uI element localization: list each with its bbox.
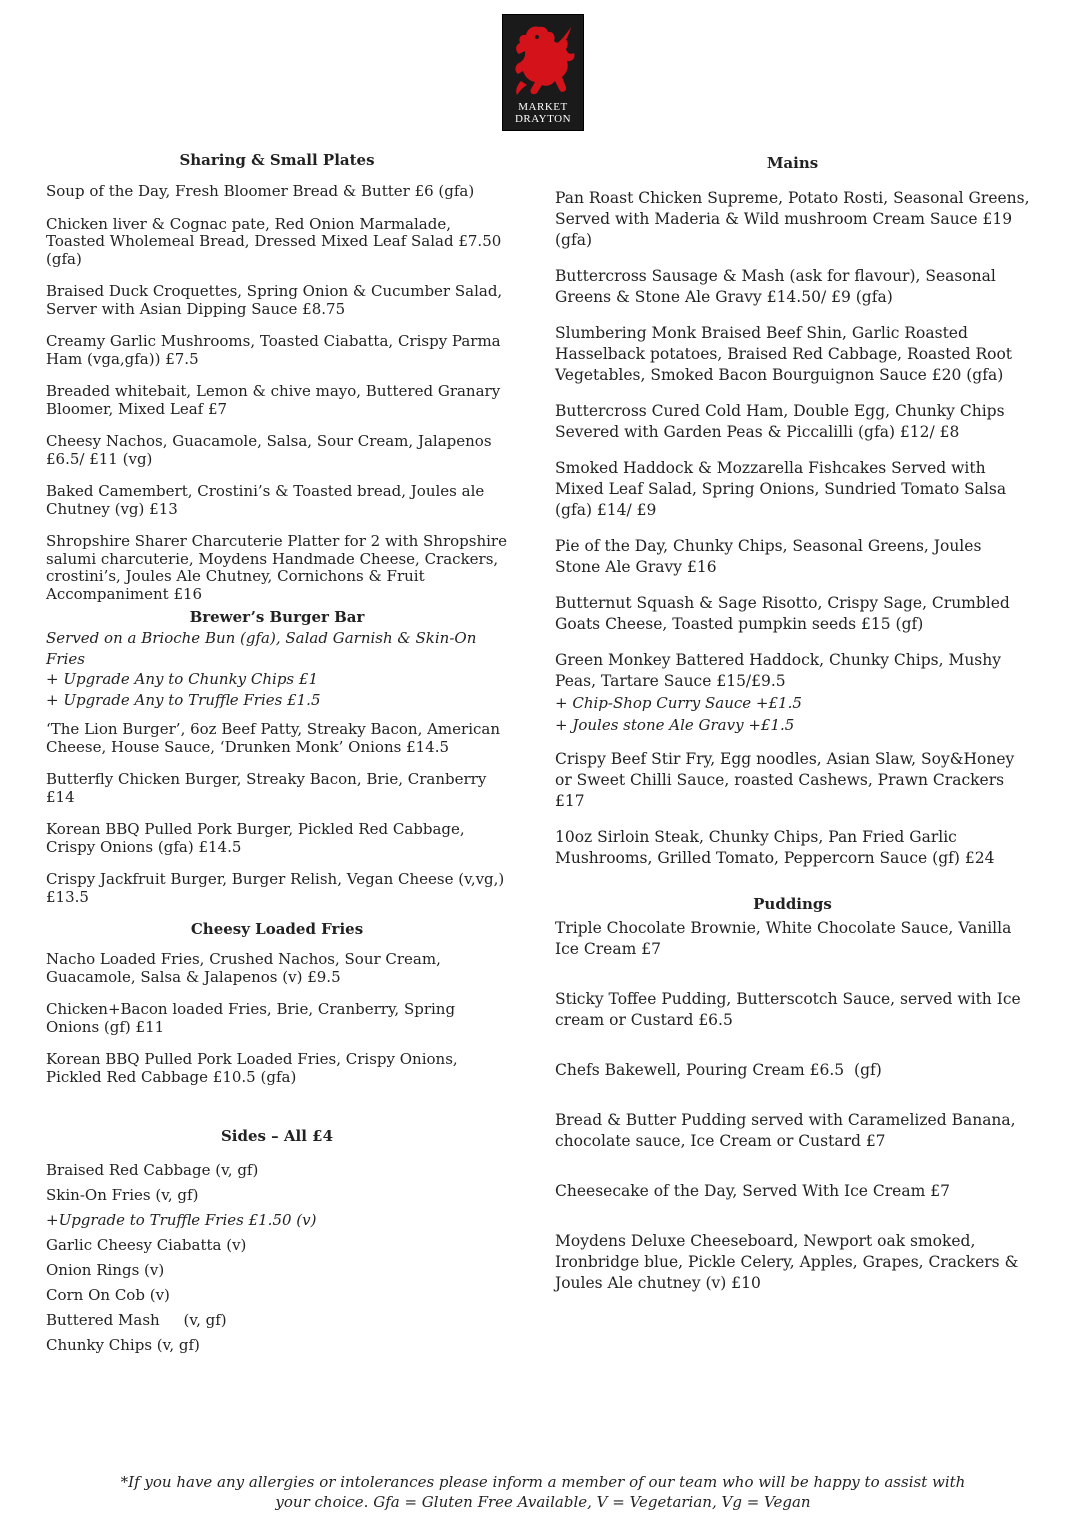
menu-item: Cheesy Nachos, Guacamole, Salsa, Sour Cream, Jalapenos £6.5/ £11 (vg) <box>46 432 492 468</box>
menu-item: Braised Duck Croquettes, Spring Onion & Cucumber Salad, Server with Asian Dipping Sauce £8.75 <box>46 282 503 318</box>
haddock-addon: + Chip-Shop Curry Sauce +£1.5 <box>555 694 802 712</box>
menu-item: Butternut Squash & Sage Risotto, Crispy Sage, Crumbled Goats Cheese, Toasted pumpkin seeds £15 (gf) <box>555 594 1010 633</box>
burger-note: Served on a Brioche Bun (gfa), Salad Garnish & Skin-On Fries <box>46 629 477 668</box>
pudding-item: Cheesecake of the Day, Served With Ice Cream £7 <box>555 1182 950 1200</box>
side-item: Onion Rings (v) <box>46 1261 165 1279</box>
menu-item: Smoked Haddock & Mozzarella Fishcakes Served with Mixed Leaf Salad, Spring Onions, Sundried Tomato Salsa (gfa) £14/ £9 <box>555 459 1007 519</box>
footer-line2: your choice. Gfa = Gluten Free Available, V = Vegetarian, Vg = Vegan <box>275 1493 811 1511</box>
sides-heading: Sides – All £4 <box>220 1127 334 1145</box>
menu-item: Slumbering Monk Braised Beef Shin, Garlic Roasted Hasselback potatoes, Braised Red Cabbage, Roasted Root Vegetables, Smoked Bacon Bourguignon Sauce £20 (gfa) <box>555 324 1013 384</box>
menu-item: Green Monkey Battered Haddock, Chunky Chips, Mushy Peas, Tartare Sauce £15/£9.5 <box>555 651 1001 690</box>
menu-item: Buttercross Cured Cold Ham, Double Egg, Chunky Chips Severed with Garden Peas & Piccalilli (gfa) £12/ £8 <box>555 402 1005 441</box>
side-item: Corn On Cob (v) <box>46 1286 170 1304</box>
pudding-item: Chefs Bakewell, Pouring Cream £6.5 (gf) <box>555 1061 882 1079</box>
menu-item: Buttercross Sausage & Mash (ask for flavour), Seasonal Greens & Stone Ale Gravy £14.50/ £9 (gfa) <box>555 267 996 306</box>
pudding-item: Moydens Deluxe Cheeseboard, Newport oak smoked, Ironbridge blue, Pickle Celery, Apples, Grapes, Crackers & Joules Ale chutney (v) £10 <box>555 1232 1019 1292</box>
left-column <box>46 150 508 1358</box>
menu-item: Creamy Garlic Mushrooms, Toasted Ciabatta, Crispy Parma Ham (vga,gfa)) £7.5 <box>46 332 501 368</box>
fries-heading: Cheesy Loaded Fries <box>190 920 364 938</box>
side-upgrade: +Upgrade to Truffle Fries £1.50 (v) <box>46 1211 317 1229</box>
side-item: Buttered Mash (v, gf) <box>46 1311 227 1329</box>
menu-item: Chicken+Bacon loaded Fries, Brie, Cranberry, Spring Onions (gf) £11 <box>46 1000 456 1036</box>
pudding-item: Sticky Toffee Pudding, Butterscotch Sauce, served with Ice cream or Custard £6.5 <box>555 990 1021 1029</box>
pudding-item: Bread & Butter Pudding served with Caramelized Banana, chocolate sauce, Ice Cream or Custard £7 <box>555 1111 1016 1150</box>
burger-note: + Upgrade Any to Chunky Chips £1 <box>46 670 318 688</box>
side-item: Skin-On Fries (v, gf) <box>46 1186 199 1204</box>
menu-item: Pan Roast Chicken Supreme, Potato Rosti, Seasonal Greens, Served with Maderia & Wild mushroom Cream Sauce £19 (gfa) <box>555 189 1030 249</box>
menu-item: Baked Camembert, Crostini’s & Toasted bread, Joules ale Chutney (vg) £13 <box>46 482 485 518</box>
haddock-addon: + Joules stone Ale Gravy +£1.5 <box>555 716 795 734</box>
menu-item: 10oz Sirloin Steak, Chunky Chips, Pan Fried Garlic Mushrooms, Grilled Tomato, Peppercorn Sauce (gf) £24 <box>555 828 995 867</box>
menu-item: Nacho Loaded Fries, Crushed Nachos, Sour Cream, Guacamole, Salsa & Jalapenos (v) £9.5 <box>46 950 441 986</box>
sharing-heading: Sharing & Small Plates <box>179 151 375 169</box>
menu-item: ‘The Lion Burger’, 6oz Beef Patty, Streaky Bacon, American Cheese, House Sauce, ‘Drunken Monk’ Onions £14.5 <box>46 720 501 756</box>
burger-heading: Brewer’s Burger Bar <box>189 608 365 626</box>
side-item: Braised Red Cabbage (v, gf) <box>46 1161 259 1179</box>
menu-item: Korean BBQ Pulled Pork Loaded Fries, Crispy Onions, Pickled Red Cabbage £10.5 (gfa) <box>46 1050 458 1086</box>
logo-text-line1: MARKET <box>518 101 568 113</box>
logo-text-line2: DRAYTON <box>514 113 572 125</box>
pudding-item: Triple Chocolate Brownie, White Chocolate Sauce, Vanilla Ice Cream £7 <box>555 919 1012 958</box>
side-item: Chunky Chips (v, gf) <box>46 1336 200 1354</box>
market-drayton-logo <box>502 14 584 131</box>
menu-item: Chicken liver & Cognac pate, Red Onion Marmalade, Toasted Wholemeal Bread, Dressed Mixed Leaf Salad £7.50 (gfa) <box>46 214 502 268</box>
menu-item: Breaded whitebait, Lemon & chive mayo, Buttered Granary Bloomer, Mixed Leaf £7 <box>46 382 501 418</box>
lion-icon <box>509 21 579 103</box>
menu-item: Korean BBQ Pulled Pork Burger, Pickled Red Cabbage, Crispy Onions (gfa) £14.5 <box>46 820 465 856</box>
menu-item: Butterfly Chicken Burger, Streaky Bacon, Brie, Cranberry £14 <box>46 770 487 806</box>
mains-heading: Mains <box>766 154 819 172</box>
menu-item: Crispy Jackfruit Burger, Burger Relish, Vegan Cheese (v,vg,) £13.5 <box>46 870 505 906</box>
menu-item: Crispy Beef Stir Fry, Egg noodles, Asian Slaw, Soy&Honey or Sweet Chilli Sauce, roasted Cashews, Prawn Crackers £17 <box>555 750 1015 810</box>
puddings-heading: Puddings <box>753 895 832 913</box>
footer-line1: *If you have any allergies or intolerances please inform a member of our team who will be happy to assist with <box>120 1473 966 1491</box>
right-column <box>555 150 1030 1323</box>
side-item: Garlic Cheesy Ciabatta (v) <box>46 1236 247 1254</box>
menu-item: Pie of the Day, Chunky Chips, Seasonal Greens, Joules Stone Ale Gravy £16 <box>555 537 982 576</box>
allergy-footer <box>0 1472 1086 1512</box>
burger-note: + Upgrade Any to Truffle Fries £1.5 <box>46 690 321 709</box>
menu-item: Shropshire Sharer Charcuterie Platter for 2 with Shropshire salumi charcuterie, Moydens Handmade Cheese, Crackers, crostini’s, Joules Ale Chutney, Cornichons & Fruit Accompaniment £16 <box>46 532 507 603</box>
menu-item: Soup of the Day, Fresh Bloomer Bread & Butter £6 (gfa) <box>46 182 475 200</box>
